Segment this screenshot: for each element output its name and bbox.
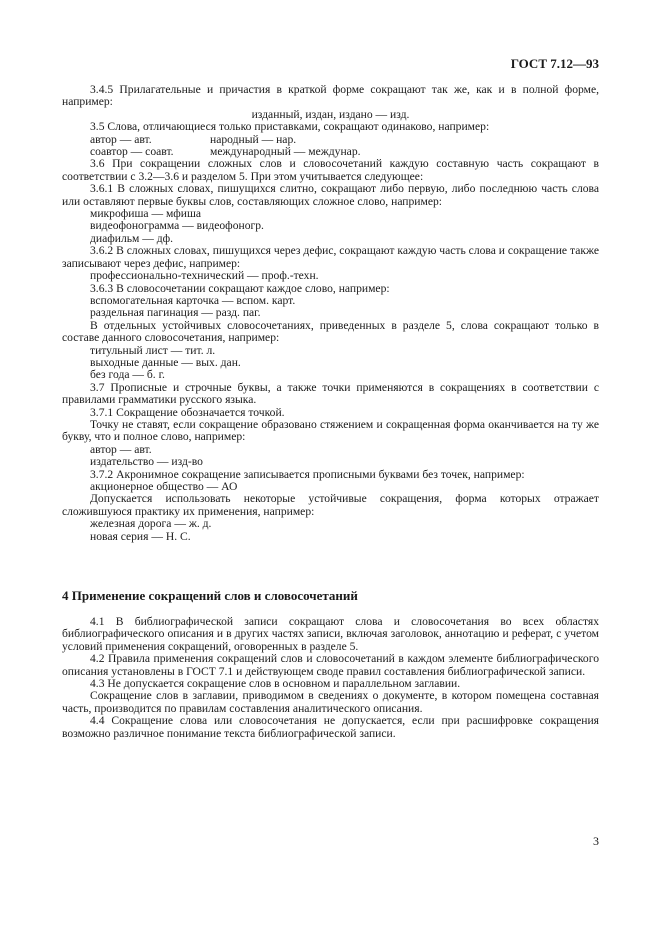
paragraph-4-3: 4.3 Не допускается сокращение слов в основном и параллельном заглавии. — [90, 677, 461, 691]
example-line: видеофонограмма — видеофоногр. — [90, 219, 264, 233]
paragraph-3-6-1: 3.6.1 В сложных словах, пишущихся слитно, сокращают либо первую, либо последнюю часть слова или оставляют первые буквы слов, составляющих сложное слово, например: — [62, 182, 599, 208]
example-line: профессионально-технический — проф.-техн. — [90, 269, 319, 283]
paragraph-3-6-2: 3.6.2 В сложных словах, пишущихся через дефис, сокращают каждую часть слова и сокращение также записывают через дефис, например: — [62, 244, 599, 270]
example-line: автор — авт. — [90, 132, 152, 146]
paragraph-3-7-1: 3.7.1 Сокращение обозначается точкой. — [90, 405, 285, 419]
example-line: автор — авт. — [90, 442, 152, 456]
example-line: народный — нар. — [210, 132, 297, 146]
example-line: раздельная пагинация — разд. паг. — [90, 306, 261, 320]
paragraph-3-6-note: В отдельных устойчивых словосочетаниях, приведенных в разделе 5, слова сокращают только в составе данного словосочетания, например: — [62, 318, 599, 345]
example-line: без года — б. г. — [90, 368, 165, 382]
paragraph-4-2: 4.2 Правила применения сокращений слов и словосочетаний в каждом элементе библиографического описания установлены в ГОСТ 7.1 и действующем своде правил составления библиографической записи. — [62, 652, 599, 678]
paragraph-4-3-note: Сокращение слов в заглавии, приводимом в сведениях о документе, в котором помещена составная часть, производится по правилам составления аналитического описания. — [62, 689, 599, 715]
paragraph-3-6: 3.6 При сокращении сложных слов и словосочетаний каждую составную часть сокращают в соответствии с 3.2—3.6 и разделом 5. При этом учитывается следующее: — [62, 157, 599, 183]
document-header: ГОСТ 7.12—93 — [510, 56, 599, 71]
paragraph-3-7-1-note: Точку не ставят, если сокращение образовано стяжением и сокращенная форма оканчивается на ту же букву, что и полное слово, например: — [62, 417, 599, 444]
example-line: акционерное общество — АО — [90, 480, 238, 493]
example-line: выходные данные — вых. дан. — [90, 355, 241, 369]
page-number: 3 — [593, 834, 599, 848]
paragraph-3-7-2: 3.7.2 Акронимное сокращение записывается прописными буквами без точек, например: — [90, 467, 525, 481]
example-line: микрофиша — мфиша — [90, 207, 202, 221]
example-line: изданный, издан, издано — изд. — [251, 107, 410, 121]
example-line: титульный лист — тит. л. — [90, 343, 216, 357]
paragraph-3-7-2-note: Допускается использовать некоторые устойчивые сокращения, форма которых отражает сложившуюся практику их применения, например: — [62, 492, 599, 518]
paragraph-4-1: 4.1 В библиографической записи сокращают слова и словосочетания во всех областях библиографического описания и в других частях записи, включая заголовок, аннотацию и реферат, с учетом условий применения сокращений, оговоренных в разделе 5. — [62, 615, 599, 653]
paragraph-3-6-3: 3.6.3 В словосочетании сокращают каждое слово, например: — [90, 281, 390, 295]
paragraph-3-4-5: 3.4.5 Прилагательные и причастия в краткой форме сокращают так же, как и в полной форме, например: — [62, 83, 599, 109]
example-line: соавтор — соавт. — [90, 145, 174, 159]
paragraph-3-7: 3.7 Прописные и строчные буквы, а также точки применяются в сокращениях в соответствии с правилами грамматики русского языка. — [62, 380, 599, 407]
paragraph-4-4: 4.4 Сокращение слова или словосочетания не допускается, если при расшифровке сокращения возможно различное понимание текста библиографической записи. — [62, 714, 599, 740]
example-line: новая серия — Н. С. — [90, 529, 191, 543]
paragraph-3-5: 3.5 Слова, отличающиеся только приставками, сокращают одинаково, например: — [90, 120, 490, 134]
section-4-body — [62, 616, 599, 740]
example-line: диафильм — дф. — [90, 231, 174, 245]
section-3-continued — [62, 84, 599, 543]
section-4-heading: 4 Применение сокращений слов и словосочетаний — [62, 588, 358, 603]
example-line: вспомогательная карточка — вспом. карт. — [90, 293, 296, 307]
example-line: международный — междунар. — [210, 145, 361, 159]
example-line: издательство — изд-во — [90, 455, 203, 469]
example-line: железная дорога — ж. д. — [90, 517, 212, 531]
